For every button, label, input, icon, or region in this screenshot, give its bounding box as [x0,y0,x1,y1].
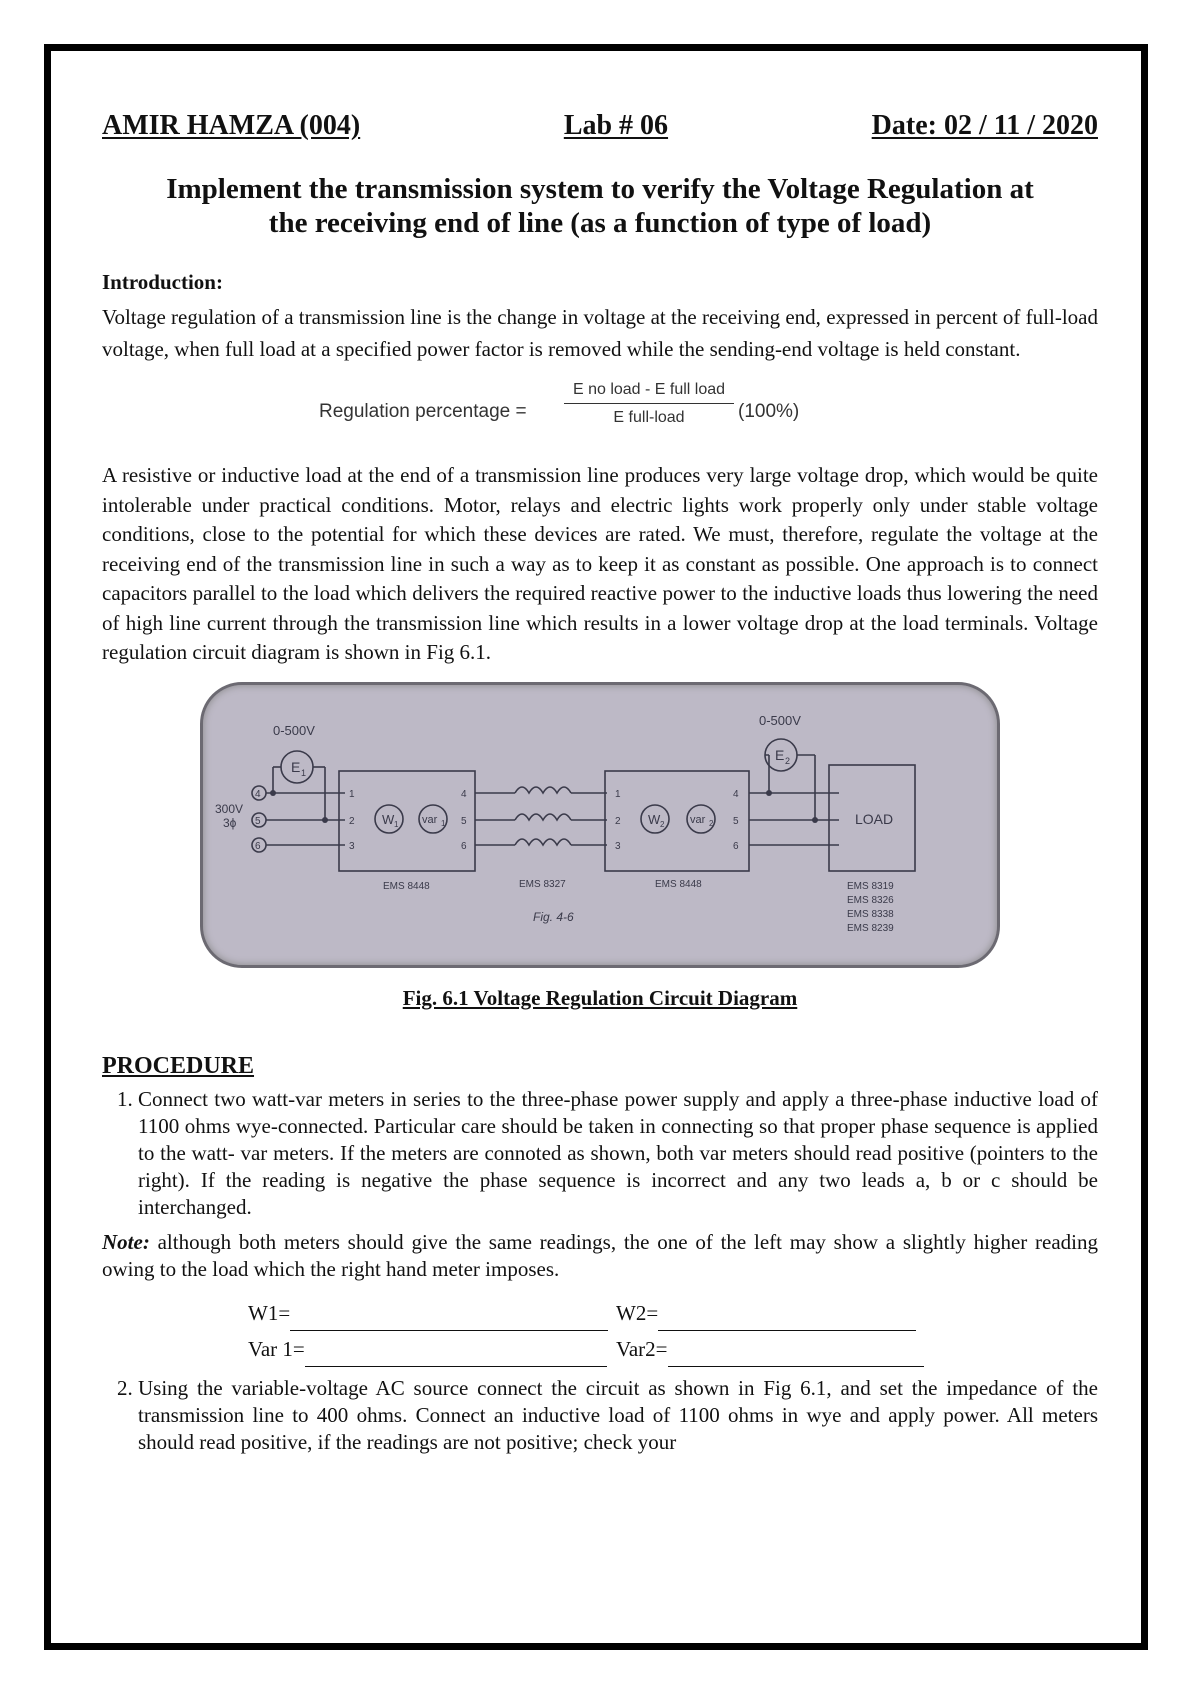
formula-numerator: E no load - E full load [564,381,734,404]
page-header [102,102,1098,142]
voltage-regulation-circuit-diagram [203,685,997,965]
procedure-list [102,1086,1098,1221]
meter1-terminal-6: 6 [461,840,467,852]
formula-rhs: (100%) [738,401,800,422]
meter2-terminal-3: 3 [615,840,621,852]
lab-date: Date: 02 / 11 / 2020 [871,110,1098,141]
procedure-list-continued [102,1375,1098,1456]
var1-input-blank[interactable] [305,1344,607,1367]
meter1-terminal-2: 2 [349,815,355,827]
varmeter-var1-label: var [422,813,438,826]
formula-lhs: Regulation percentage = [319,401,527,422]
procedure-step-2: 2. Using the variable-voltage AC source connect the circuit as shown in Fig 6.1, and set the impedance of the transmission line to 400 ohms. Connect an inductive load of 1100 ohms in wye and apply power. All meters should read positive, if the readings are not positive; check your [138,1375,1098,1456]
voltmeter-e2-subscript: 2 [785,755,791,766]
varmeter-var2-subscript: 2 [709,818,714,828]
meter1-terminal-1: 1 [349,788,355,800]
wattmeter-w2-label: W [648,811,661,827]
ems-label-d2: EMS 8326 [847,894,894,906]
circuit-photo-frame [200,682,1000,968]
reading-row-watts [248,1295,1098,1331]
terminal-5-label: 5 [255,815,261,827]
formula-fraction [564,381,734,427]
meter-readings [248,1295,1098,1367]
figure-reference: Fig. 4-6 [533,909,574,924]
ems-label-a: EMS 8448 [383,880,430,892]
meter2-terminal-2: 2 [615,815,621,827]
voltmeter-e1-label: E [291,758,301,775]
voltmeter-e2-label: E [775,746,785,763]
lab-number: Lab # 06 [563,110,669,141]
w1-input-blank[interactable] [290,1308,608,1331]
note-text: although both meters should give the same readings, the one of the left may show a slightly higher reading owing to the load which the right hand meter imposes. [102,1229,1098,1281]
document-title [102,172,1098,240]
introduction-heading: Introduction: [102,270,223,294]
meter2-terminal-1: 1 [615,788,621,800]
terminal-4-label: 4 [255,788,261,800]
student-name: AMIR HAMZA (004) [102,110,361,141]
load-label: LOAD [855,810,894,827]
ems-label-c: EMS 8448 [655,878,702,890]
var2-input-blank[interactable] [668,1344,924,1367]
title-line-2: the receiving end of line (as a function of type of load) [268,207,932,239]
right-voltmeter-range: 0-500V [759,712,801,728]
w1-label: W1= [248,1300,291,1325]
wattmeter-w1-label: W [382,811,395,827]
varmeter-var2-label: var [690,813,706,826]
w2-input-blank[interactable] [658,1308,916,1331]
terminal-6-label: 6 [255,840,261,852]
introduction-paragraph-2: A resistive or inductive load at the end of a transmission line produces very large voltage drop, which would be quite intolerable under practical conditions. Motor, relays and electric lights work properly only under stable voltage conditions, close to the potential for which these devices are rated. We must, therefore, regulate the voltage at the receiving end of the transmission line in such a way as to keep it as constant as possible. One approach is to connect capacitors parallel to the load which delivers the required reactive power to the inductive loads thus lowering the need of high line current through the transmission line which results in a lower voltage drop at the load terminals. Voltage regulation circuit diagram is shown in Fig 6.1. [102,463,1098,664]
var1-label: Var 1= [248,1336,305,1361]
var2-label: Var2= [616,1336,668,1361]
left-voltmeter-range: 0-500V [273,722,315,738]
regulation-formula [102,381,1098,451]
meter1-terminal-4: 4 [461,788,467,800]
source-voltage-label: 300V [215,801,244,816]
procedure-heading: PROCEDURE [102,1052,255,1079]
procedure-note [102,1229,1098,1283]
ems-label-d3: EMS 8338 [847,908,894,920]
meter1-terminal-3: 3 [349,840,355,852]
introduction-paragraph-1: Voltage regulation of a transmission line is the change in voltage at the receiving end, expressed in percent of full-load voltage, when full load at a specified power factor is removed while the sending-end voltage is held constant. [102,305,1098,361]
formula-denominator: E full-load [613,409,685,426]
figure-caption: Fig. 6.1 Voltage Regulation Circuit Diagram [402,985,798,1010]
circuit-figure [200,682,1000,968]
w2-label: W2= [616,1300,659,1325]
ems-label-d4: EMS 8239 [847,922,894,934]
ems-label-b: EMS 8327 [519,878,566,890]
note-label: Note: [102,1229,150,1254]
voltmeter-e1-subscript: 1 [301,767,307,778]
meter2-terminal-5: 5 [733,815,739,827]
ems-label-d1: EMS 8319 [847,880,894,892]
reading-row-vars [248,1331,1098,1367]
meter2-terminal-6: 6 [733,840,739,852]
meter1-terminal-5: 5 [461,815,467,827]
wattmeter-w1-subscript: 1 [394,819,399,829]
document-body [102,102,1098,1456]
title-line-1: Implement the transmission system to verify the Voltage Regulation at [166,173,1034,205]
source-phase-label: 3ϕ [223,815,237,830]
meter2-terminal-4: 4 [733,788,739,800]
procedure-step-1: 1. Connect two watt-var meters in series to the three-phase power supply and apply a three-phase inductive load of 1100 ohms wye-connected. Particular care should be taken in connecting so that proper phase sequence is applied to the watt- var meters. If the meters are connoted as shown, both var meters should read positive (pointers to the right). If the reading is negative the phase sequence is incorrect and any two leads a, b or c should be interchanged. [138,1086,1098,1221]
wattmeter-w2-subscript: 2 [660,819,665,829]
varmeter-var1-subscript: 1 [441,818,446,828]
